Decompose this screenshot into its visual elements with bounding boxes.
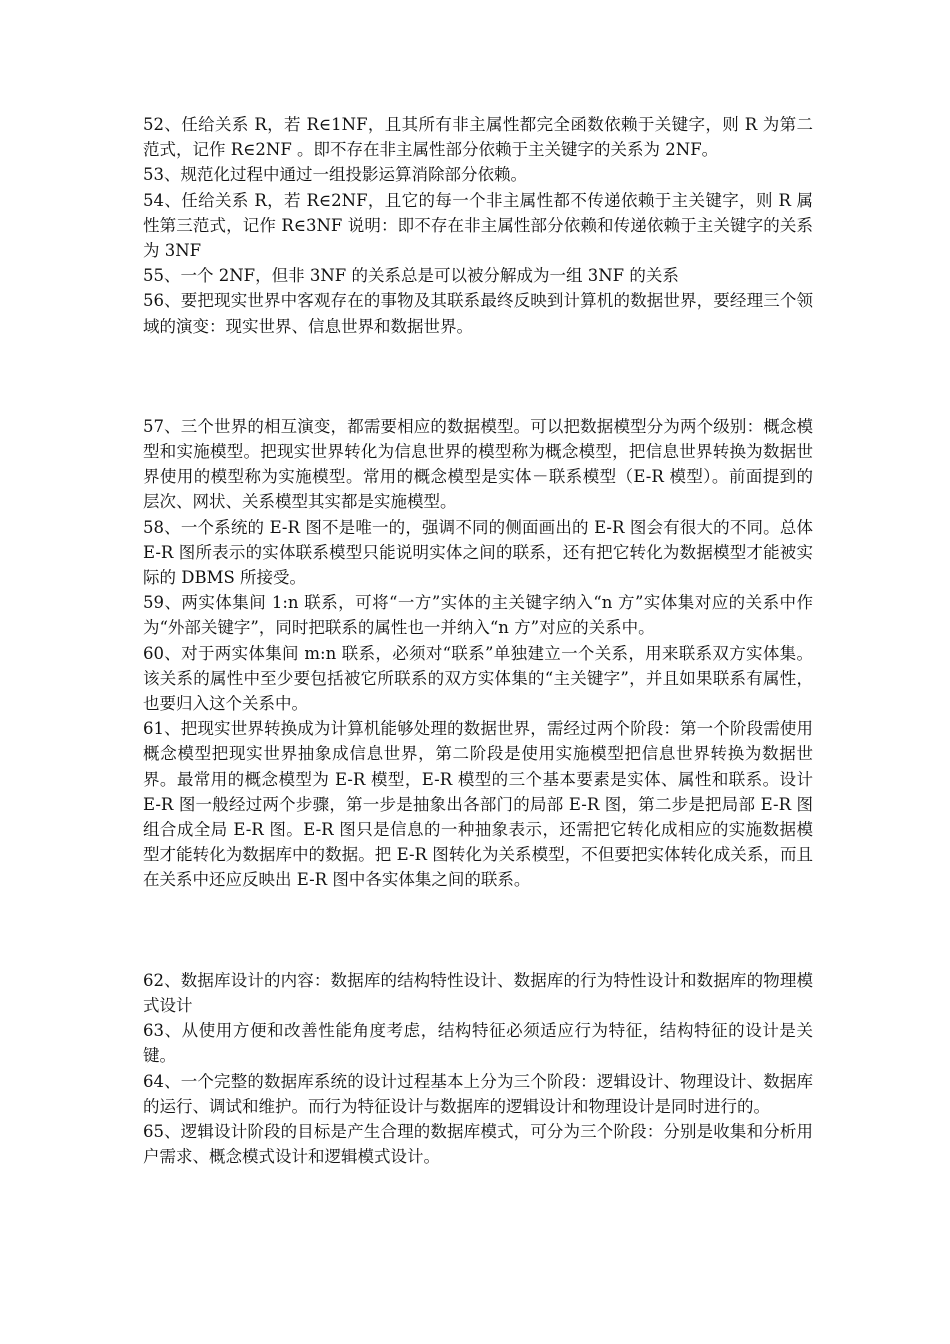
section-gap (143, 893, 813, 968)
paragraph-group-3 (143, 968, 813, 1170)
paragraph-60: 60、对于两实体集间 m:n 联系，必须对“联系”单独建立一个关系，用来联系双方实体集。该关系的属性中至少要包括被它所联系的双方实体集的“主关键字”，并且如果联系有属性，也要归入这个关系中。 (143, 643, 813, 714)
paragraph-59: 59、两实体集间 1:n 联系，可将“一方”实体的主关键字纳入“n 方”实体集对应的关系中作为“外部关键字”，同时把联系的属性也一并纳入“n 方”对应的关系中。 (143, 593, 813, 638)
paragraph-57: 57、三个世界的相互演变，都需要相应的数据模型。可以把数据模型分为两个级别：概念模型和实施模型。把现实世界转化为信息世界的模型称为概念模型，把信息世界转换为数据世界使用的模型称为实施模型。常用的概念模型是实体－联系模型（E-R 模型）。前面提到的层次、网状、关系模型其实都是实施模型。 (143, 416, 813, 512)
paragraph-63: 63、从使用方便和改善性能角度考虑，结构特征必须适应行为特征，结构特征的设计是关键。 (143, 1021, 813, 1066)
paragraph-group-1 (143, 112, 813, 339)
paragraph-56: 56、要把现实世界中客观存在的事物及其联系最终反映到计算机的数据世界，要经理三个领域的演变：现实世界、信息世界和数据世界。 (143, 291, 813, 336)
paragraph-64: 64、一个完整的数据库系统的设计过程基本上分为三个阶段：逻辑设计、物理设计、数据库的运行、调试和维护。而行为特征设计与数据库的逻辑设计和物理设计是同时进行的。 (143, 1071, 813, 1116)
paragraph-52: 52、任给关系 R，若 R∈1NF，且其所有非主属性都完全函数依赖于关键字，则 R 为第二范式，记作 R∈2NF 。即不存在非主属性部分依赖于主关键字的关系为 2NF。 (143, 115, 813, 160)
paragraph-58: 58、一个系统的 E-R 图不是唯一的，强调不同的侧面画出的 E-R 图会有很大的不同。总体 E-R 图所表示的实体联系模型只能说明实体之间的联系，还有把它转化为数据模型才能被实际的 DBMS 所接受。 (143, 517, 813, 588)
paragraph-61: 61、把现实世界转换成为计算机能够处理的数据世界，需经过两个阶段：第一个阶段需使用概念模型把现实世界抽象成信息世界，第二阶段是使用实施模型把信息世界转换为数据世界。最常用的概念模型为 E-R 模型，E-R 模型的三个基本要素是实体、属性和联系。设计 E-R 图一般经过两个步骤，第一步是抽象出各部门的局部 E-R 图，第二步是把局部 E-R 图组合成全局 E-R 图。E-R 图只是信息的一种抽象表示，还需把它转化成相应的实施数据模型才能转化为数据库中的数据。把 E-R 图转化为关系模型，不但要把实体转化成关系，而且在关系中还应反映出 E-R 图中各实体集之间的联系。 (143, 719, 813, 890)
section-gap (143, 339, 813, 414)
paragraph-54: 54、任给关系 R，若 R∈2NF，且它的每一个非主属性都不传递依赖于主关键字，则 R 属性第三范式，记作 R∈3NF 说明：即不存在非主属性部分依赖和传递依赖于主关键字的关系为 3NF (143, 190, 813, 261)
paragraph-53: 53、规范化过程中通过一组投影运算消除部分依赖。 (143, 165, 527, 185)
paragraph-65: 65、逻辑设计阶段的目标是产生合理的数据库模式，可分为三个阶段：分别是收集和分析用户需求、概念模式设计和逻辑模式设计。 (143, 1121, 813, 1167)
document-body (143, 112, 813, 1169)
paragraph-group-2 (143, 414, 813, 893)
paragraph-55: 55、一个 2NF，但非 3NF 的关系总是可以被分解成为一组 3NF 的关系 (143, 266, 679, 286)
paragraph-62: 62、数据库设计的内容：数据库的结构特性设计、数据库的行为特性设计和数据库的物理模式设计 (143, 970, 813, 1015)
